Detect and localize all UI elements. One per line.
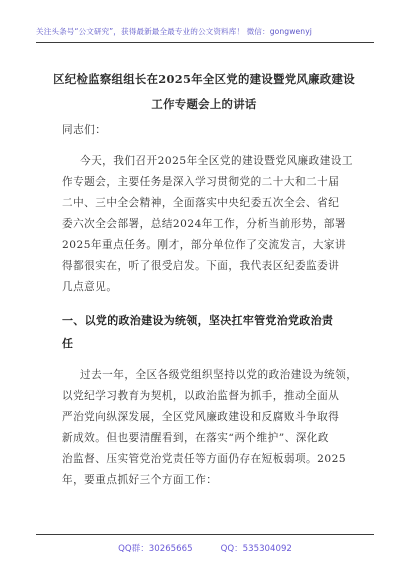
footer-qq-contact: QQ：535304092 [220, 544, 292, 554]
paragraph-1-line: 几点意见。 [62, 281, 118, 293]
paragraph-2-line: 以党纪学习教育为契机，以政治监督为抓手，推动全面从 [62, 390, 340, 402]
paragraph-1-line: 委六次全会部署，总结2024年工作，分析当前形势，部署 [62, 218, 347, 230]
section-heading-line: 一、以党的政治建设为统领，坚决扛牢管党治党政治责 [62, 314, 334, 327]
header-divider [36, 42, 374, 43]
header-banner: 关注头条号“公文研究”，获得最新最全最专业的公文资料库！ 微信：gongwenyj [36, 27, 312, 36]
paragraph-1-line: 得都很实在，听了很受启发。下面，我代表区纪委监委讲 [62, 260, 340, 272]
paragraph-2-line: 治监督、压实管党治党责任等方面仍存在短板弱项。2025 [62, 453, 347, 465]
document-title-line-2: 工作专题会上的讲话 [151, 97, 257, 111]
paragraph-1-line: 今天，我们召开2025年全区党的建设暨党风廉政建设工 [80, 155, 354, 167]
paragraph-2-line: 过去一年，全区各级党组织坚持以党的政治建设为统领， [80, 369, 358, 381]
footer-qq-group: QQ群：30265665 [118, 544, 193, 554]
salutation: 同志们： [62, 124, 107, 136]
paragraph-2-line: 新成效。但也要清醒看到，在落实“两个维护”、深化政 [62, 432, 329, 444]
footer-divider [36, 534, 374, 535]
paragraph-1-line: 2025年重点任务。刚才，部分单位作了交流发言，大家讲 [62, 239, 347, 251]
paragraph-2-line: 严治党向纵深发展，全区党风廉政建设和反腐败斗争取得 [62, 411, 340, 423]
paragraph-1-line: 二中、三中全会精神，全面落实中央纪委五次全会、省纪 [62, 197, 340, 209]
paragraph-2-line: 年，要重点抓好三个方面工作： [62, 474, 218, 486]
paragraph-1-line: 作专题会，主要任务是深入学习贯彻党的二十大和二十届 [62, 176, 340, 188]
section-heading-line: 任 [62, 337, 74, 350]
document-title-line-1: 区纪检监察组组长在2025年全区党的建设暨党风廉政建设 [53, 72, 355, 86]
footer [36, 542, 374, 554]
